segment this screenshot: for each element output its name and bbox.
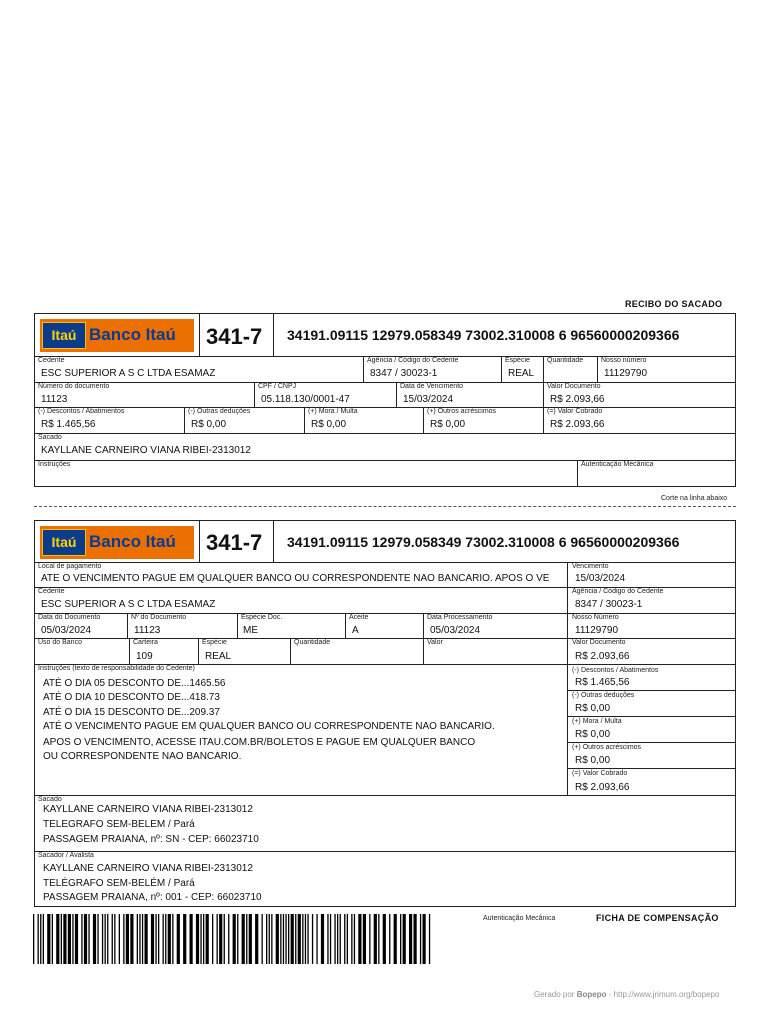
outros-acrescimos-value: R$ 0,00	[430, 419, 466, 430]
outras-deducoes-label-2: (-) Outras deduções	[572, 692, 635, 699]
mora-label-2: (+) Mora / Multa	[572, 718, 622, 725]
itau-logo-2	[40, 526, 194, 559]
valor-doc-label-2: Valor Documento	[572, 639, 626, 646]
valor-cobrado-value: R$ 2.093,66	[550, 419, 605, 430]
descontos-label-2: (-) Descontos / Abatimentos	[572, 667, 659, 674]
agencia-label: Agência / Código do Cedente	[367, 357, 459, 364]
bank-code-2: 341-7	[206, 530, 263, 555]
nosso-numero-value: 11129790	[604, 368, 648, 379]
digitable-line-2[interactable]: 34191.09115 12979.058349 73002.310008 6 96560000209366	[287, 534, 680, 550]
cedente-label-2: Cedente	[38, 588, 65, 595]
sacado-line: KAYLLANE CARNEIRO VIANA RIBEI-2313012	[43, 804, 253, 815]
num-doc-value-2: 11123	[134, 625, 161, 636]
avalista-line: KAYLLANE CARNEIRO VIANA RIBEI-2313012	[43, 863, 253, 874]
instrucao-line: OU CORRESPONDENTE NAO BANCARIO.	[43, 751, 242, 762]
bank-name: Banco Itaú	[89, 325, 176, 344]
cpf-label: CPF / CNPJ	[258, 383, 297, 390]
sacado-label: Sacado	[38, 434, 62, 441]
avalista-line: TELÉGRAFO SEM-BELÉM / Pará	[43, 878, 195, 889]
nosso-numero-label-2: Nosso Número	[572, 614, 619, 621]
footer-text	[534, 990, 719, 999]
ficha-heading: FICHA DE COMPENSAÇÃO	[596, 913, 719, 923]
instrucao-line: ATÉ O VENCIMENTO PAGUE EM QUALQUER BANCO OU CORRESPONDENTE NAO BANCARIO.	[43, 721, 495, 732]
carteira-value: 109	[136, 651, 153, 662]
instrucao-line: ATÉ O DIA 05 DESCONTO DE...1465.56	[43, 678, 226, 689]
instrucao-line: APOS O VENCIMENTO, ACESSE ITAU.COM.BR/BOLETOS E PAGUE EM QUALQUER BANCO	[43, 737, 476, 748]
local-label: Local de pagamento	[38, 563, 102, 570]
agencia-label-2: Agência / Código do Cedente	[572, 588, 664, 595]
cut-line	[34, 506, 736, 507]
descontos-label: (-) Descontos / Abatimentos	[38, 408, 125, 415]
bank-code: 341-7	[206, 324, 263, 349]
sacado-line: PASSAGEM PRAIANA, nº: SN - CEP: 66023710	[43, 834, 259, 845]
outras-deducoes-value-2: R$ 0,00	[575, 703, 611, 714]
cpf-value: 05.118.130/0001-47	[261, 394, 350, 405]
corte-label: Corte na linha abaixo	[661, 495, 728, 502]
descontos-value-2: R$ 1.465,56	[575, 677, 630, 688]
instrucao-line: ATÉ O DIA 15 DESCONTO DE...209.37	[43, 707, 220, 718]
receipt-heading: RECIBO DO SACADO	[625, 299, 723, 309]
nosso-numero-value-2: 11129790	[575, 625, 619, 636]
outras-deducoes-label: (-) Outras deduções	[188, 408, 251, 415]
autenticacao-label: Autenticação Mecânica	[581, 461, 654, 468]
quantidade-label: Quantidade	[547, 357, 584, 364]
outros-acrescimos-label-2: (+) Outros acréscimos	[572, 744, 642, 751]
mora-value-2: R$ 0,00	[575, 729, 611, 740]
especie-doc-label: Espécie Doc.	[241, 614, 283, 621]
cedente-value: ESC SUPERIOR A S C LTDA ESAMAZ	[41, 368, 216, 379]
quantidade-label-2: Quantidade	[294, 639, 331, 646]
itau-logo-mark-2: Itaú	[42, 529, 86, 556]
sacado-label-2: Sacado	[38, 796, 62, 803]
valor-cobrado-label-2: (=) Valor Cobrado	[572, 770, 628, 777]
outros-acrescimos-value-2: R$ 0,00	[575, 755, 611, 766]
num-doc-value: 11123	[41, 394, 68, 405]
cedente-value-2: ESC SUPERIOR A S C LTDA ESAMAZ	[41, 599, 216, 610]
agencia-value-2: 8347 / 30023-1	[575, 599, 643, 610]
venc-label: Vencimento	[572, 563, 609, 570]
itau-logo-mark: Itaú	[42, 322, 86, 349]
instrucoes-label-2: Instruções (texto de responsabilidade do Cedente)	[38, 665, 195, 672]
aceite-label: Aceite	[349, 614, 369, 621]
data-proc-value: 05/03/2024	[430, 625, 481, 636]
agencia-value: 8347 / 30023-1	[370, 368, 438, 379]
data-doc-label: Data do Documento	[38, 614, 101, 621]
sacado-value: KAYLLANE CARNEIRO VIANA RIBEI-2313012	[41, 445, 251, 456]
barcode	[33, 914, 433, 964]
venc-value: 15/03/2024	[575, 573, 626, 584]
autenticacao-label-2: Autenticação Mecânica	[483, 915, 556, 922]
outros-acrescimos-label: (+) Outros acréscimos	[427, 408, 497, 415]
especie-label: Espécie	[505, 357, 530, 364]
bank-name-2: Banco Itaú	[89, 532, 176, 551]
valor-doc-value: R$ 2.093,66	[550, 394, 605, 405]
valor-cobrado-label: (=) Valor Cobrado	[547, 408, 603, 415]
especie-label-2: Espécie	[202, 639, 227, 646]
especie-value: REAL	[508, 368, 535, 379]
instrucao-line: ATÉ O DIA 10 DESCONTO DE...418.73	[43, 692, 220, 703]
footer-brand: Bopepo	[576, 990, 607, 999]
outras-deducoes-value: R$ 0,00	[191, 419, 227, 430]
especie-value-2: REAL	[205, 651, 232, 662]
aceite-value: A	[352, 625, 359, 636]
avalista-label: Sacador / Avalista	[38, 852, 94, 859]
footer-prefix: Gerado por	[534, 990, 575, 999]
footer-link[interactable]: - http://www.jrimum.org/bopepo	[608, 990, 720, 999]
especie-doc-value: ME	[243, 625, 258, 636]
cedente-label: Cedente	[38, 357, 65, 364]
valor-doc-label: Valor Documento	[547, 383, 601, 390]
nosso-numero-label: Nosso número	[601, 357, 647, 364]
valor-label: Valor	[427, 639, 443, 646]
local-value: ATE O VENCIMENTO PAGUE EM QUALQUER BANCO OU CORRESPONDENTE NAO BANCARIO. APOS O VE	[41, 573, 550, 584]
data-doc-value: 05/03/2024	[41, 625, 92, 636]
valor-doc-value-2: R$ 2.093,66	[575, 651, 630, 662]
vencimento-label: Data de Vencimento	[400, 383, 464, 390]
vencimento-value: 15/03/2024	[403, 394, 454, 405]
num-doc-label: Número do documento	[38, 383, 110, 390]
carteira-label: Carteira	[133, 639, 158, 646]
digitable-line[interactable]: 34191.09115 12979.058349 73002.310008 6 96560000209366	[287, 327, 680, 343]
num-doc-label-2: Nº do Documento	[131, 614, 187, 621]
mora-label: (+) Mora / Multa	[308, 408, 358, 415]
mora-value: R$ 0,00	[311, 419, 347, 430]
avalista-line: PASSAGEM PRAIANA, nº: 001 - CEP: 66023710	[43, 892, 262, 903]
itau-logo	[40, 319, 194, 352]
valor-cobrado-value-2: R$ 2.093,66	[575, 782, 630, 793]
sacado-line: TELEGRAFO SEM-BELEM / Pará	[43, 819, 195, 830]
descontos-value: R$ 1.465,56	[41, 419, 96, 430]
uso-banco-label: Uso do Banco	[38, 639, 82, 646]
instrucoes-label: Instruções	[38, 461, 71, 468]
data-proc-label: Data Processamento	[427, 614, 493, 621]
